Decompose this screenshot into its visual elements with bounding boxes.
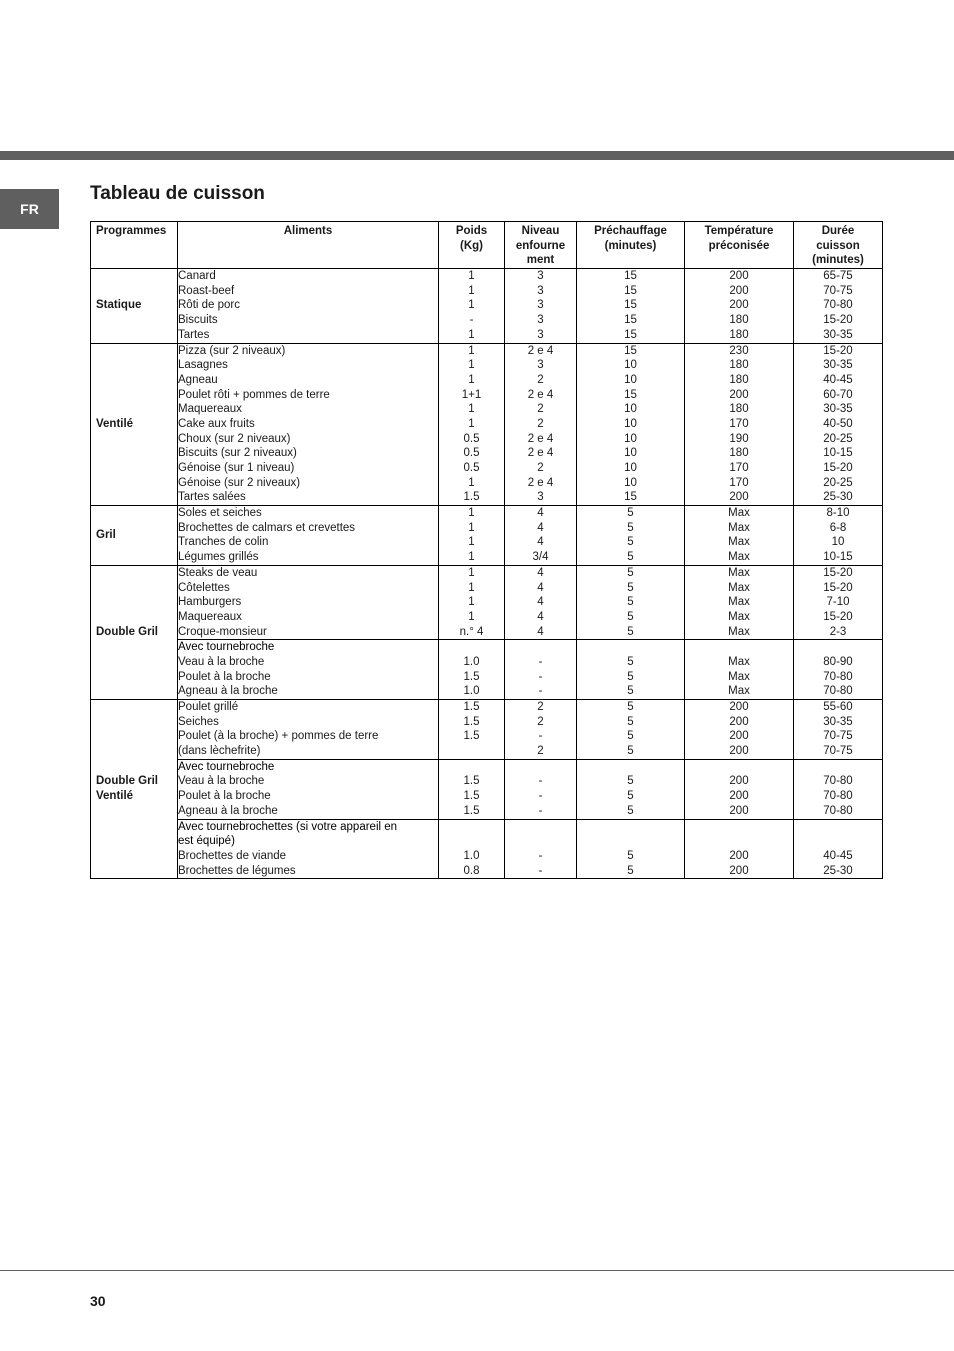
foods-cell bbox=[178, 269, 439, 343]
table-body bbox=[91, 269, 883, 879]
duree-cell: 15-20 30-35 40-45 60-70 30-35 40-50 20-25 10-15 15-20 20-25 25-30 bbox=[794, 343, 883, 506]
table-row bbox=[91, 819, 883, 879]
table-row bbox=[91, 565, 883, 639]
bottom-rule bbox=[0, 1270, 954, 1271]
header-niveau: Niveau enfourne ment bbox=[505, 222, 577, 269]
temperature-cell: Max Max Max bbox=[685, 640, 794, 700]
food-item: Génoise (sur 2 niveaux) bbox=[178, 476, 301, 489]
duree-cell: 80-90 70-80 70-80 bbox=[794, 640, 883, 700]
food-item: Agneau à la broche bbox=[178, 804, 278, 817]
poids-cell: 1 1 1 1 n.° 4 bbox=[439, 565, 505, 639]
food-item: Poulet à la broche bbox=[178, 790, 271, 803]
poids-cell: 1 1 1 1 bbox=[439, 506, 505, 566]
niveau-cell: 4 4 4 4 4 bbox=[505, 565, 577, 639]
prechauffage-cell: 5 5 5 bbox=[577, 759, 685, 819]
table-row bbox=[91, 506, 883, 566]
food-item: Côtelettes bbox=[178, 581, 230, 594]
poids-cell: 1 1 1 - 1 bbox=[439, 269, 505, 343]
header-poids: Poids (Kg) bbox=[439, 222, 505, 269]
programme-cell: Gril bbox=[91, 506, 178, 566]
poids-cell: 1.0 1.5 1.0 bbox=[439, 640, 505, 700]
niveau-cell: - - - bbox=[505, 640, 577, 700]
food-item: Tartes salées bbox=[178, 491, 246, 504]
food-item: Poulet (à la broche) + pommes de terre bbox=[178, 730, 379, 743]
poids-cell: 1.0 0.8 bbox=[439, 819, 505, 879]
food-item: Canard bbox=[178, 270, 216, 283]
food-item: Brochettes de viande bbox=[178, 849, 287, 862]
food-item: Lasagnes bbox=[178, 359, 228, 372]
top-bar bbox=[0, 151, 954, 160]
food-item: Génoise (sur 1 niveau) bbox=[178, 462, 295, 474]
poids-cell: 1 1 1 1+1 1 1 0.5 0.5 0.5 1 1.5 bbox=[439, 343, 505, 506]
food-item: Rôti de porc bbox=[178, 299, 241, 312]
programme-cell: Double Gril Ventilé bbox=[91, 700, 178, 879]
duree-cell: 70-80 70-80 70-80 bbox=[794, 759, 883, 819]
niveau-cell: 4 4 4 3/4 bbox=[505, 506, 577, 566]
foods-cell bbox=[178, 343, 439, 506]
food-item: Croque-monsieur bbox=[178, 625, 267, 638]
food-item: Choux (sur 2 niveaux) bbox=[178, 432, 291, 445]
header-temperature: Température préconisée bbox=[685, 222, 794, 269]
header-programmes: Programmes bbox=[91, 222, 178, 269]
table-row bbox=[91, 640, 883, 700]
foods-cell bbox=[178, 565, 439, 639]
prechauffage-cell: 5 5 5 5 bbox=[577, 700, 685, 760]
poids-cell: 1.5 1.5 1.5 bbox=[439, 759, 505, 819]
programme-cell: Statique bbox=[91, 269, 178, 343]
table-row bbox=[91, 269, 883, 343]
temperature-cell: Max Max Max Max Max bbox=[685, 565, 794, 639]
niveau-cell: - - bbox=[505, 819, 577, 879]
table-row bbox=[91, 343, 883, 506]
food-item: Poulet rôti + pommes de terre bbox=[178, 388, 330, 401]
food-item: Steaks de veau bbox=[178, 566, 258, 579]
food-item: Poulet à la broche bbox=[178, 670, 271, 683]
food-item: Seiches bbox=[178, 715, 219, 728]
duree-cell: 65-75 70-75 70-80 15-20 30-35 bbox=[794, 269, 883, 343]
language-tab: FR bbox=[0, 189, 59, 229]
food-item: Maquereaux bbox=[178, 403, 242, 416]
cooking-table bbox=[90, 221, 883, 879]
duree-cell: 40-45 25-30 bbox=[794, 819, 883, 879]
food-item: Soles et seiches bbox=[178, 507, 262, 520]
temperature-cell: 200 200 200 200 bbox=[685, 700, 794, 760]
prechauffage-cell: 5 5 5 5 5 bbox=[577, 565, 685, 639]
programme-cell: Ventilé bbox=[91, 343, 178, 506]
duree-cell: 55-60 30-35 70-75 70-75 bbox=[794, 700, 883, 760]
food-item: Tartes bbox=[178, 328, 210, 341]
food-item: Brochettes de légumes bbox=[178, 864, 296, 877]
page-number: 30 bbox=[90, 1293, 106, 1309]
foods-cell bbox=[178, 700, 439, 760]
table-row bbox=[91, 700, 883, 760]
temperature-cell: 200 200 200 180 180 bbox=[685, 269, 794, 343]
table-header-row bbox=[91, 222, 883, 269]
niveau-cell: 2 e 4 3 2 2 e 4 2 2 2 e 4 2 e 4 2 2 e 4 3 bbox=[505, 343, 577, 506]
header-prechauffage: Préchauffage (minutes) bbox=[577, 222, 685, 269]
food-item: Brochettes de calmars et crevettes bbox=[178, 521, 356, 534]
temperature-cell: 230 180 180 200 180 170 190 180 170 170 200 bbox=[685, 343, 794, 506]
food-item: Veau à la broche bbox=[178, 655, 265, 668]
food-item: Biscuits (sur 2 niveaux) bbox=[178, 447, 297, 460]
prechauffage-cell: 15 15 15 15 15 bbox=[577, 269, 685, 343]
niveau-cell: 2 2 - 2 bbox=[505, 700, 577, 760]
food-item: (dans lèchefrite) bbox=[178, 745, 261, 758]
duree-cell: 15-20 15-20 7-10 15-20 2-3 bbox=[794, 565, 883, 639]
temperature-cell: 200 200 200 bbox=[685, 759, 794, 819]
niveau-cell: - - - bbox=[505, 759, 577, 819]
foods-cell: Avec tournebroche Veau à la broche Poulet à la broche Agneau à la broche bbox=[178, 640, 439, 700]
food-item: Tranches de colin bbox=[178, 536, 269, 549]
food-item: Poulet grillé bbox=[178, 701, 239, 713]
food-item: Cake aux fruits bbox=[178, 417, 255, 430]
food-item: Légumes grillés bbox=[178, 551, 259, 564]
table-row bbox=[91, 759, 883, 819]
food-item: Agneau à la broche bbox=[178, 685, 278, 698]
programme-cell: Double Gril bbox=[91, 565, 178, 699]
foods-cell: Avec tournebroche Veau à la broche Poulet à la broche Agneau à la broche bbox=[178, 759, 439, 819]
prechauffage-cell: 5 5 5 5 bbox=[577, 506, 685, 566]
food-item: Hamburgers bbox=[178, 596, 242, 609]
header-aliments: Aliments bbox=[178, 222, 439, 269]
duree-cell: 8-10 6-8 10 10-15 bbox=[794, 506, 883, 566]
food-item: Pizza (sur 2 niveaux) bbox=[178, 344, 286, 357]
food-item: Maquereaux bbox=[178, 610, 242, 623]
food-item: Veau à la broche bbox=[178, 775, 265, 788]
prechauffage-cell: 5 5 5 bbox=[577, 640, 685, 700]
temperature-cell: 200 200 bbox=[685, 819, 794, 879]
food-item: Roast-beef bbox=[178, 284, 235, 297]
foods-cell: Avec tournebrochettes (si votre appareil en est équipé) Brochettes de viande Brochettes de légumes bbox=[178, 819, 439, 879]
header-duree: Durée cuisson (minutes) bbox=[794, 222, 883, 269]
prechauffage-cell: 5 5 bbox=[577, 819, 685, 879]
food-item: Biscuits bbox=[178, 314, 218, 327]
niveau-cell: 3 3 3 3 3 bbox=[505, 269, 577, 343]
prechauffage-cell: 15 10 10 15 10 10 10 10 10 10 15 bbox=[577, 343, 685, 506]
poids-cell: 1.5 1.5 1.5 bbox=[439, 700, 505, 760]
food-item: Agneau bbox=[178, 373, 218, 386]
page-title: Tableau de cuisson bbox=[90, 183, 265, 204]
foods-cell bbox=[178, 506, 439, 566]
temperature-cell: Max Max Max Max bbox=[685, 506, 794, 566]
